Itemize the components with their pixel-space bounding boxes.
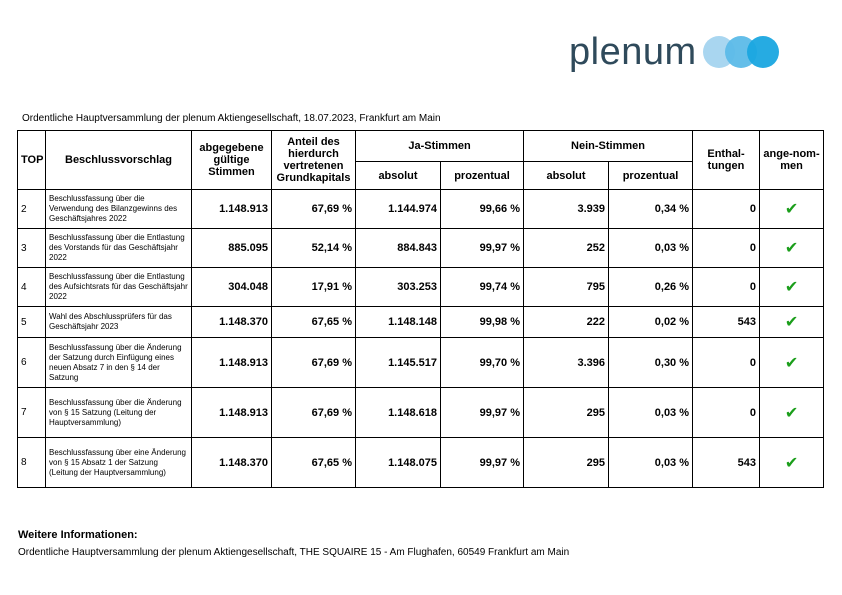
header-share-capital: Anteil des hierdurch vertretenen Grundkapitals [272,131,356,190]
row-top: 6 [18,338,46,388]
row-no-absolute: 222 [524,307,609,338]
row-valid-votes: 304.048 [192,268,272,307]
row-yes-percent: 99,97 % [441,229,524,268]
header-abstentions: Enthal-tungen [693,131,760,190]
row-no-absolute: 252 [524,229,609,268]
row-abstentions: 543 [693,438,760,488]
row-abstentions: 0 [693,338,760,388]
row-top: 5 [18,307,46,338]
header-yes-percent: prozentual [441,162,524,190]
row-proposal: Beschlussfassung über die Entlastung des Vorstands für das Geschäftsjahr 2022 [46,229,192,268]
row-proposal: Beschlussfassung über die Änderung der Satzung durch Einfügung eines neuen Absatz 7 in den § 14 der Satzung [46,338,192,388]
row-abstentions: 0 [693,229,760,268]
row-yes-absolute: 1.148.148 [356,307,441,338]
row-valid-votes: 1.148.370 [192,438,272,488]
row-no-percent: 0,03 % [609,229,693,268]
header-top: TOP [18,131,46,190]
check-icon: ✔ [760,229,824,268]
row-valid-votes: 1.148.913 [192,388,272,438]
row-share: 52,14 % [272,229,356,268]
table-row [18,229,824,268]
table-row [18,307,824,338]
row-yes-percent: 99,98 % [441,307,524,338]
check-icon: ✔ [760,438,824,488]
row-valid-votes: 1.148.370 [192,307,272,338]
meeting-title: Ordentliche Hauptversammlung der plenum Aktiengesellschaft, 18.07.2023, Frankfurt am Main [22,113,441,124]
row-valid-votes: 885.095 [192,229,272,268]
row-top: 3 [18,229,46,268]
row-yes-absolute: 1.144.974 [356,190,441,229]
info-text: Ordentliche Hauptversammlung der plenum Aktiengesellschaft, THE SQUAIRE 15 - Am Flughafen, 60549 Frankfurt am Main [18,547,570,558]
header-no-absolute: absolut [524,162,609,190]
row-abstentions: 0 [693,388,760,438]
row-no-percent: 0,34 % [609,190,693,229]
row-abstentions: 0 [693,190,760,229]
row-proposal: Beschlussfassung über die Änderung von § 15 Satzung (Leitung der Hauptversammlung) [46,388,192,438]
info-heading: Weitere Informationen: [18,529,138,541]
row-no-percent: 0,03 % [609,438,693,488]
row-no-absolute: 3.396 [524,338,609,388]
row-share: 67,65 % [272,438,356,488]
row-valid-votes: 1.148.913 [192,190,272,229]
header-accepted: ange-nom-men [760,131,824,190]
header-yes-absolute: absolut [356,162,441,190]
table-row [18,268,824,307]
check-icon: ✔ [760,190,824,229]
row-share: 67,69 % [272,338,356,388]
row-yes-absolute: 884.843 [356,229,441,268]
row-abstentions: 0 [693,268,760,307]
row-no-percent: 0,30 % [609,338,693,388]
table-row [18,438,824,488]
row-yes-percent: 99,97 % [441,438,524,488]
row-no-absolute: 295 [524,388,609,438]
row-yes-percent: 99,66 % [441,190,524,229]
row-share: 67,69 % [272,190,356,229]
row-share: 67,69 % [272,388,356,438]
header-proposal: Beschlussvorschlag [46,131,192,190]
plenum-logo [569,32,789,72]
row-yes-absolute: 1.148.618 [356,388,441,438]
logo-text: plenum [569,31,697,73]
table-row [18,190,824,229]
check-icon: ✔ [760,307,824,338]
row-share: 67,65 % [272,307,356,338]
logo-dots-icon [703,35,789,69]
row-yes-percent: 99,74 % [441,268,524,307]
row-proposal: Beschlussfassung über die Verwendung des Bilanzgewinns des Geschäftsjahres 2022 [46,190,192,229]
row-no-absolute: 3.939 [524,190,609,229]
check-icon: ✔ [760,338,824,388]
table-row [18,388,824,438]
row-share: 17,91 % [272,268,356,307]
header-valid-votes: abgegebene gültige Stimmen [192,131,272,190]
header-no: Nein-Stimmen [524,131,693,162]
table-row [18,338,824,388]
check-icon: ✔ [760,268,824,307]
row-yes-absolute: 1.148.075 [356,438,441,488]
row-yes-percent: 99,97 % [441,388,524,438]
check-icon: ✔ [760,388,824,438]
row-top: 4 [18,268,46,307]
row-yes-absolute: 303.253 [356,268,441,307]
row-valid-votes: 1.148.913 [192,338,272,388]
row-no-absolute: 295 [524,438,609,488]
header-yes: Ja-Stimmen [356,131,524,162]
row-yes-absolute: 1.145.517 [356,338,441,388]
row-proposal: Beschlussfassung über die Entlastung des Aufsichtsrats für das Geschäftsjahr 2022 [46,268,192,307]
row-no-percent: 0,03 % [609,388,693,438]
row-no-absolute: 795 [524,268,609,307]
row-no-percent: 0,02 % [609,307,693,338]
row-no-percent: 0,26 % [609,268,693,307]
row-proposal: Beschlussfassung über eine Änderung von § 15 Absatz 1 der Satzung (Leitung der Hauptversammlung) [46,438,192,488]
header-no-percent: prozentual [609,162,693,190]
row-top: 2 [18,190,46,229]
voting-results-table [17,130,824,488]
row-abstentions: 543 [693,307,760,338]
row-top: 8 [18,438,46,488]
row-yes-percent: 99,70 % [441,338,524,388]
row-top: 7 [18,388,46,438]
row-proposal: Wahl des Abschlussprüfers für das Geschäftsjahr 2023 [46,307,192,338]
